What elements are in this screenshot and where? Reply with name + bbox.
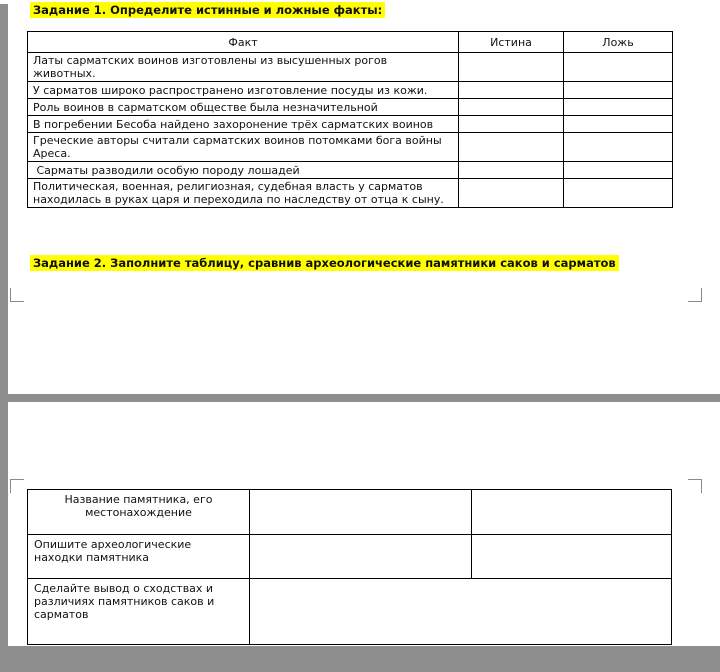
false-answer-cell[interactable] <box>564 133 673 162</box>
true-answer-cell[interactable] <box>459 53 564 82</box>
page-break-gap <box>0 394 720 402</box>
true-answer-cell[interactable] <box>459 179 564 208</box>
answer-cell-sarmaty[interactable] <box>472 490 672 535</box>
task2-heading <box>30 256 619 270</box>
fact-cell: Политическая, военная, религиозная, судебная власть у сарматов находилась в руках царя и переходила по наследству от отца к сыну. <box>28 179 459 208</box>
fact-cell: Сарматы разводили особую породу лошадей <box>28 162 459 179</box>
false-answer-cell[interactable] <box>564 53 673 82</box>
task1-header-row <box>28 32 673 53</box>
table-row <box>28 179 673 208</box>
false-answer-cell[interactable] <box>564 82 673 99</box>
answer-cell-saki[interactable] <box>250 490 472 535</box>
true-answer-cell[interactable] <box>459 116 564 133</box>
canvas-edge-bottom <box>0 646 720 672</box>
canvas-edge-left <box>0 4 8 646</box>
task1-heading-text: Задание 1. Определите истинные и ложные факты: <box>30 2 385 18</box>
true-answer-cell[interactable] <box>459 162 564 179</box>
task2-table <box>27 489 672 645</box>
table-row <box>28 53 673 82</box>
table-row <box>28 162 673 179</box>
false-answer-cell[interactable] <box>564 179 673 208</box>
table-row <box>28 99 673 116</box>
table-row <box>28 133 673 162</box>
answer-cell-saki[interactable] <box>250 535 472 579</box>
table-row <box>28 490 672 535</box>
table-row <box>28 116 673 133</box>
fact-cell: В погребении Бесоба найдено захоронение трёх сарматских воинов <box>28 116 459 133</box>
table-row <box>28 579 672 645</box>
true-answer-cell[interactable] <box>459 82 564 99</box>
text-boundary-mark-top-right <box>688 479 702 493</box>
false-answer-cell[interactable] <box>564 116 673 133</box>
fact-cell: У сарматов широко распространено изготовление посуды из кожи. <box>28 82 459 99</box>
task1-col-header-false: Ложь <box>564 32 673 53</box>
text-boundary-mark-bottom-right <box>688 288 702 302</box>
false-answer-cell[interactable] <box>564 99 673 116</box>
prompt-cell: Сделайте вывод о сходствах и различиях памятников саков и сарматов <box>28 579 250 645</box>
task1-col-header-fact: Факт <box>28 32 459 53</box>
fact-cell: Греческие авторы считали сарматских воинов потомками бога войны Ареса. <box>28 133 459 162</box>
task1-table <box>27 31 673 208</box>
false-answer-cell[interactable] <box>564 162 673 179</box>
prompt-cell: Название памятника, его местонахождение <box>28 490 250 535</box>
fact-cell: Роль воинов в сарматском обществе была незначительной <box>28 99 459 116</box>
fact-cell: Латы сарматских воинов изготовлены из высушенных рогов животных. <box>28 53 459 82</box>
prompt-cell: Опишите археологические находки памятника <box>28 535 250 579</box>
true-answer-cell[interactable] <box>459 133 564 162</box>
table-row <box>28 82 673 99</box>
answer-cell-sarmaty[interactable] <box>472 535 672 579</box>
answer-cell-conclusion[interactable] <box>250 579 672 645</box>
task2-heading-text: Задание 2. Заполните таблицу, сравнив археологические памятники саков и сарматов <box>30 255 619 271</box>
task1-heading <box>30 3 385 17</box>
true-answer-cell[interactable] <box>459 99 564 116</box>
text-boundary-mark-top-left <box>10 479 24 493</box>
text-boundary-mark-bottom-left <box>10 288 24 302</box>
task1-col-header-true: Истина <box>459 32 564 53</box>
table-row <box>28 535 672 579</box>
